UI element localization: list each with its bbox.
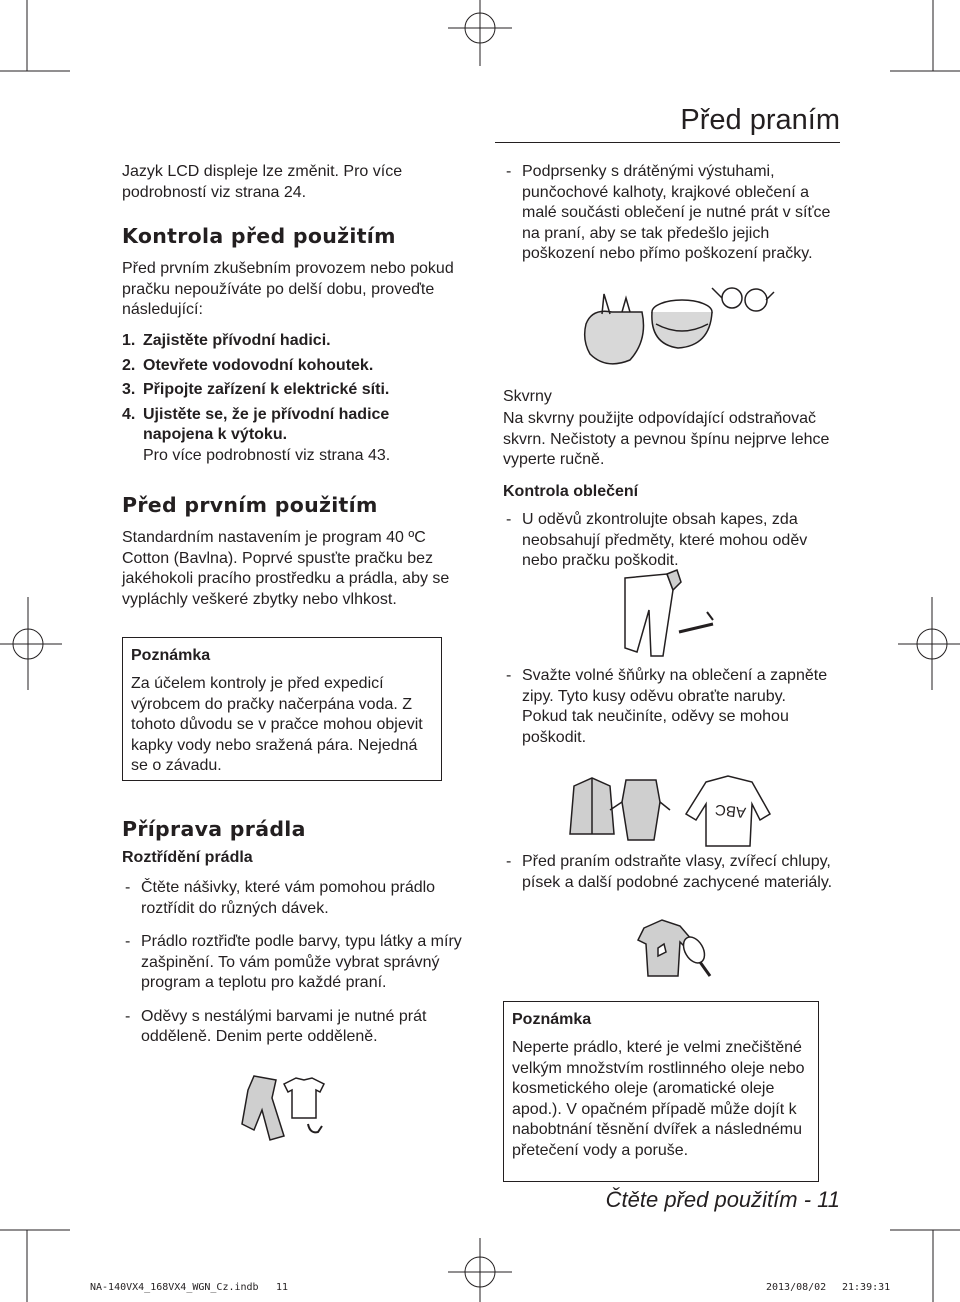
laundry-net-bra-illustration [582,284,782,368]
slug-page-number: 11 [276,1282,289,1293]
note-text: Neperte prádlo, které je velmi znečištěné velkým množstvím rostlinného oleje nebo kosmetického oleje (aromatické oleje apod.). V opačném případě může dojít k nabobtnání těsnění dvířek a následnému přetečení vody a poruše. [512,1039,805,1159]
hair-list [503,852,843,906]
trousers-pen-illustration [615,570,725,660]
note-box-factory-water [122,637,442,781]
first-use-heading: Před prvním použitím [122,493,378,517]
jacket-apron-sweater-illustration [566,774,788,850]
stains-title: Skvrny [503,388,552,405]
sorting-subheading: Roztřídění prádla [122,849,253,866]
note-box-oily-laundry [503,1001,819,1182]
note-title: Poznámka [131,647,211,664]
check-steps-list [122,331,458,470]
page-header-title: Před praním [680,104,840,136]
strings-note: Pokud tak neučiníte, oděvy se mohou poškodit. [522,708,789,746]
shirt-brush-illustration [638,918,714,980]
strings-list [503,666,843,761]
delicates-list [503,162,843,278]
hair-item: - Před praním odstraňte vlasy, zvířecí chlupy, písek a další podobné zachycené materiály. [503,852,843,893]
jeans-tshirt-illustration [246,1070,336,1142]
page-footer-reference: Čtěte před použitím - 11 [605,1187,840,1212]
slug-file-name: NA-140VX4_168VX4_WGN_Cz.indb [90,1282,259,1293]
stains-text: Na skvrny použijte odpovídající odstraňovač skvrn. Nečistoty a pevnou špínu nejprve lehce vyperte ručně. [503,410,830,468]
sweater-letters: ABC [714,800,747,821]
check-step-2: 2. Otevřete vodovodní kohoutek. [122,356,374,374]
delicates-item: - Podprsenky s drátěnými výstuhami, punčochové kalhoty, krajkové oblečení a malé součásti oblečení je nutné prát v síťce na praní, aby se tak předešlo jejich poškození nebo přímo poškození pračky. [503,162,843,265]
laundry-prep-heading: Příprava prádla [122,817,306,841]
note-text: Za účelem kontroly je před expedicí výrobcem do pračky načerpána voda. Z tohoto důvodu se v pračce mohou objevit kapky vody nebo sražená pára. Nejedná se o závadu. [131,675,423,774]
sorting-item-labels: - Čtěte nášivky, které vám pomohou prádlo roztřídit do různých dávek. [122,878,462,919]
strings-item: - Svažte volné šňůrky na oblečení a zapněte zipy. Tyto kusy oděvu obraťte naruby. Pokud tak neučiníte, oděvy se mohou poškodit. [503,666,843,748]
check-clothes-title: Kontrola oblečení [503,483,639,500]
sorting-item-colors: - Prádlo roztřiďte podle barvy, typu látky a míry zašpinění. To vám pomůže vybrat správný program a teplotu pro každé praní. [122,932,462,994]
header-rule [495,142,840,143]
first-use-text: Standardním nastavením je program 40 ºC Cotton (Bavlna). Poprvé spusťte pračku bez jakéhokoli pracího prostředku a prádla, aby se vypláchly veškeré zbytky nebo vlhkost. [122,529,450,608]
slug-time: 21:39:31 [842,1282,891,1293]
pockets-item: - U oděvů zkontrolujte obsah kapes, zda neobsahují předměty, které mohou oděv nebo pračku poškodit. [503,510,843,572]
sorting-list [122,878,462,1061]
sorting-item-separate: - Oděvy s nestálými barvami je nutné prát odděleně. Denim perte odděleně. [122,1007,462,1048]
check-step-3: 3. Připojte zařízení k elektrické síti. [122,381,390,398]
lcd-language-intro: Jazyk LCD displeje lze změnit. Pro více podrobností viz strana 24. [122,163,403,201]
check-before-use-intro: Před prvním zkušebním provozem nebo pokud pračku nepoužíváte po delší dobu, proveďte následující: [122,260,454,318]
check-step-4: 4. Ujistěte se, že je přívodní hadice napojena k výtoku. Pro více podrobností viz strana 43. [122,405,391,464]
check-before-use-heading: Kontrola před použitím [122,224,396,248]
slug-date: 2013/08/02 [766,1282,827,1293]
check-step-4-note: Pro více podrobností viz strana 43. [143,446,391,464]
check-step-1: 1. Zajistěte přívodní hadici. [122,332,331,349]
note-title: Poznámka [512,1011,592,1028]
